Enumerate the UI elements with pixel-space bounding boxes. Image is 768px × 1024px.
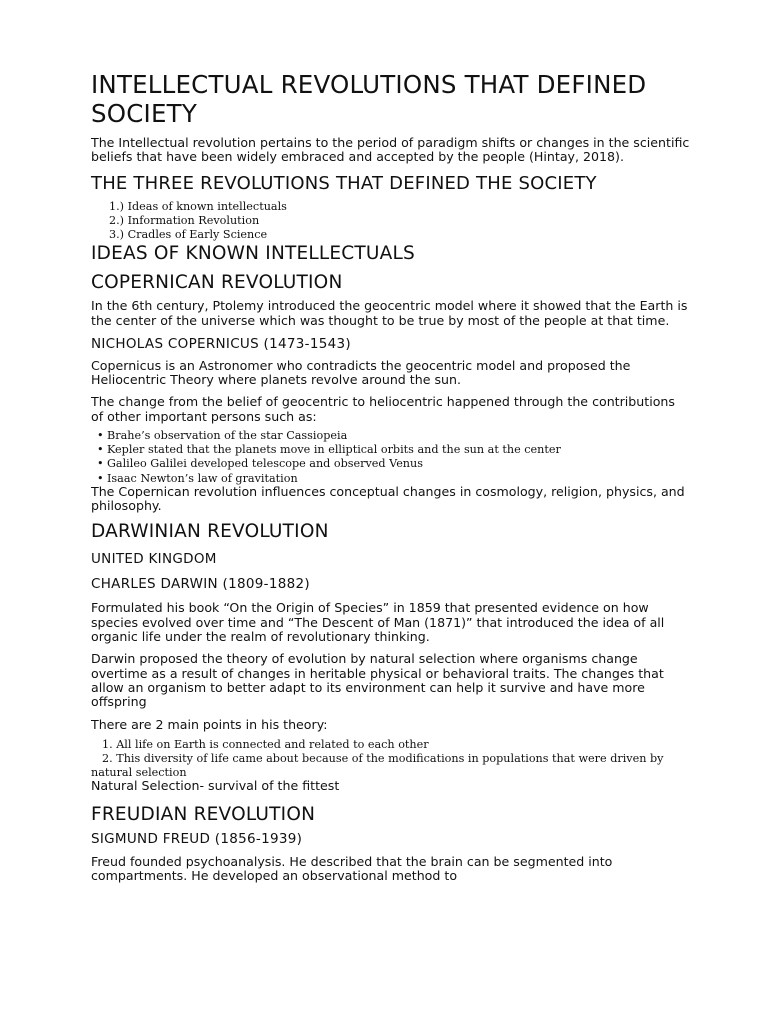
contributors-list bbox=[91, 429, 691, 486]
document-title: INTELLECTUAL REVOLUTIONS THAT DEFINED SOCIETY bbox=[91, 70, 647, 128]
copernican-paragraph-2: Copernicus is an Astronomer who contradicts the geocentric model and proposed the Heliocentric Theory where planets revolve around the sun. bbox=[91, 357, 631, 388]
intro-paragraph: The Intellectual revolution pertains to the period of paradigm shifts or changes in the scientific beliefs that have been widely embraced and accepted by the people (Hintay, 2018). bbox=[91, 135, 690, 165]
list-item: • Kepler stated that the planets move in elliptical orbits and the sun at the center bbox=[91, 443, 691, 457]
copernican-paragraph-3: The change from the belief of geocentric to heliocentric happened through the contributions of other important persons such as: bbox=[91, 394, 675, 424]
darwinian-paragraph-2: Darwin proposed the theory of evolution by natural selection where organisms change overtime as a result of changes in heritable physical or behavioral traits. The changes that allow an organism to better adapt to its environment can help it survive and have more offspring bbox=[91, 651, 664, 710]
copernican-paragraph-4: The Copernican revolution influences conceptual changes in cosmology, religion, physics, and philosophy. bbox=[91, 483, 685, 514]
list-item: 1.) Ideas of known intellectuals bbox=[109, 199, 287, 213]
document-content bbox=[91, 70, 691, 891]
copernican-paragraph-1: In the 6th century, Ptolemy introduced the geocentric model where it showed that the Earth is the center of the universe which was thought to be true by most of the people at that time. bbox=[91, 298, 688, 328]
darwin-subheading: CHARLES DARWIN (1809-1882) bbox=[91, 576, 310, 593]
darwinian-heading: DARWINIAN REVOLUTION bbox=[91, 521, 329, 543]
copernicus-subheading: NICHOLAS COPERNICUS (1473-1543) bbox=[91, 335, 351, 352]
united-kingdom-subheading: UNITED KINGDOM bbox=[91, 551, 217, 568]
list-item: • Brahe’s observation of the star Cassiopeia bbox=[91, 429, 691, 443]
theory-points-list bbox=[91, 738, 691, 781]
freud-subheading: SIGMUND FREUD (1856-1939) bbox=[91, 830, 303, 847]
list-item: 3.) Cradles of Early Science bbox=[109, 228, 268, 241]
darwinian-paragraph-1: Formulated his book “On the Origin of Species” in 1859 that presented evidence on how species evolved over time and “The Descent of Man (1871)” that introduced the idea of all organic life under the realm of revolutionary thinking. bbox=[91, 600, 665, 644]
freudian-heading: FREUDIAN REVOLUTION bbox=[91, 803, 316, 825]
copernican-heading: COPERNICAN REVOLUTION bbox=[91, 272, 343, 294]
list-item: 2.) Information Revolution bbox=[109, 213, 260, 227]
darwinian-paragraph-3: There are 2 main points in his theory: bbox=[91, 717, 328, 733]
list-item: • Isaac Newton’s law of gravitation bbox=[91, 472, 691, 486]
list-item: 2. This diversity of life came about because of the modifications in populations that were driven by natural selection bbox=[91, 751, 664, 780]
three-revolutions-list bbox=[91, 200, 691, 243]
freudian-paragraph-1: Freud founded psychoanalysis. He described that the brain can be segmented into compartments. He developed an observational method to bbox=[91, 853, 613, 883]
three-revolutions-heading: THE THREE REVOLUTIONS THAT DEFINED THE SOCIETY bbox=[91, 172, 597, 194]
list-item: 1. All life on Earth is connected and related to each other bbox=[102, 737, 429, 751]
ideas-heading: IDEAS OF KNOWN INTELLECTUALS bbox=[91, 243, 415, 265]
list-item: • Galileo Galilei developed telescope and observed Venus bbox=[91, 457, 691, 471]
natural-selection-line: Natural Selection- survival of the fittest bbox=[91, 778, 340, 794]
